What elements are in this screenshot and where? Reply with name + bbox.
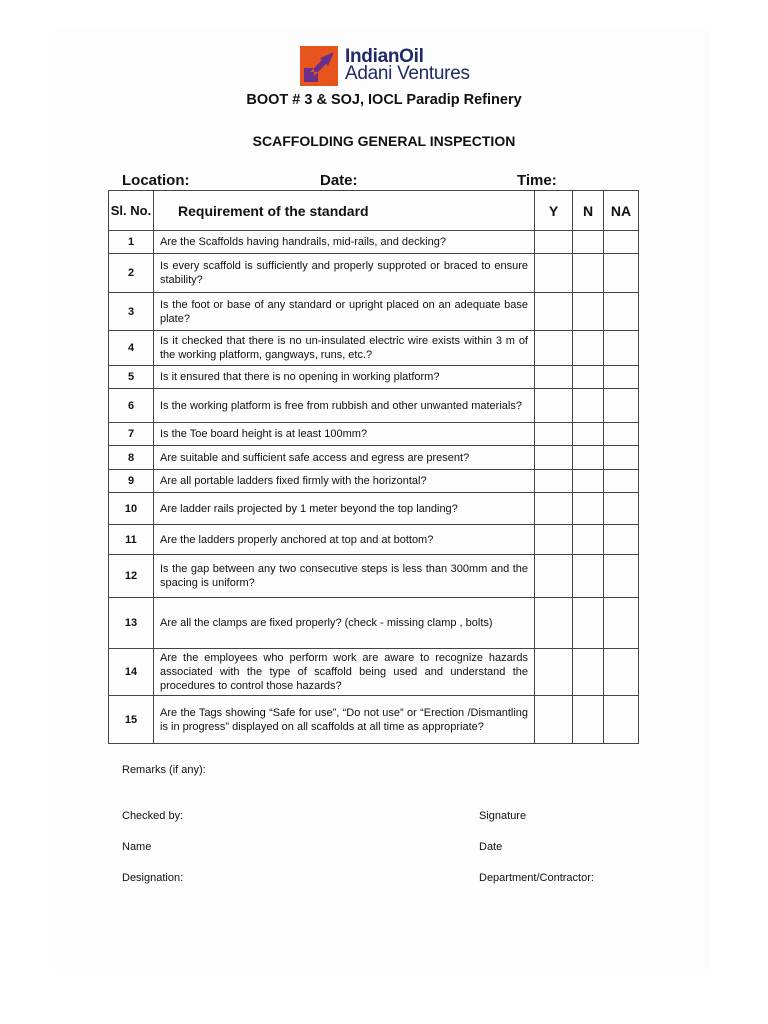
row-number: 5 bbox=[109, 366, 154, 389]
checkbox-cell-y[interactable] bbox=[535, 293, 573, 331]
remarks-label: Remarks (if any): bbox=[122, 764, 206, 776]
checkbox-cell-na[interactable] bbox=[604, 649, 639, 696]
checkbox-cell-n[interactable] bbox=[573, 389, 604, 423]
requirement-text: Are ladder rails projected by 1 meter beyond the top landing? bbox=[154, 493, 535, 525]
row-number: 15 bbox=[109, 696, 154, 744]
checkbox-cell-y[interactable] bbox=[535, 389, 573, 423]
table-row bbox=[109, 493, 639, 525]
checkbox-cell-y[interactable] bbox=[535, 254, 573, 293]
requirement-text: Is every scaffold is sufficiently and properly supproted or braced to ensure stability? bbox=[154, 254, 535, 293]
table-row bbox=[109, 366, 639, 389]
checkbox-cell-n[interactable] bbox=[573, 446, 604, 470]
table-row bbox=[109, 254, 639, 293]
checkbox-cell-y[interactable] bbox=[535, 231, 573, 254]
department-label: Department/Contractor: bbox=[479, 872, 594, 884]
table-row bbox=[109, 231, 639, 254]
checkbox-cell-y[interactable] bbox=[535, 493, 573, 525]
checkbox-cell-n[interactable] bbox=[573, 331, 604, 366]
table-row bbox=[109, 446, 639, 470]
company-logo bbox=[300, 46, 490, 90]
date-label: Date: bbox=[320, 172, 358, 189]
row-number: 12 bbox=[109, 555, 154, 598]
column-header-y: Y bbox=[535, 191, 573, 231]
row-number: 7 bbox=[109, 423, 154, 446]
checkbox-cell-n[interactable] bbox=[573, 470, 604, 493]
checkbox-cell-n[interactable] bbox=[573, 649, 604, 696]
row-number: 1 bbox=[109, 231, 154, 254]
requirement-text: Are suitable and sufficient safe access and egress are present? bbox=[154, 446, 535, 470]
table-row bbox=[109, 389, 639, 423]
checkbox-cell-y[interactable] bbox=[535, 366, 573, 389]
logo-mark-icon bbox=[300, 46, 338, 86]
checkbox-cell-na[interactable] bbox=[604, 446, 639, 470]
column-header-requirement: Requirement of the standard bbox=[154, 191, 535, 231]
requirement-text: Are the Tags showing “Safe for use”, “Do not use” or “Erection /Dismantling is in progress” displayed on all scaffolds at all time as appropriate? bbox=[154, 696, 535, 744]
row-number: 4 bbox=[109, 331, 154, 366]
checkbox-cell-n[interactable] bbox=[573, 598, 604, 649]
checked-by-label: Checked by: bbox=[122, 810, 184, 822]
checkbox-cell-n[interactable] bbox=[573, 254, 604, 293]
requirement-text: Are all the clamps are fixed properly? (check - missing clamp , bolts) bbox=[154, 598, 535, 649]
column-header-sl-no: Sl. No. bbox=[109, 191, 154, 231]
checkbox-cell-na[interactable] bbox=[604, 525, 639, 555]
requirement-text: Is the gap between any two consecutive steps is less than 300mm and the spacing is uniform? bbox=[154, 555, 535, 598]
checkbox-cell-n[interactable] bbox=[573, 423, 604, 446]
checkbox-cell-na[interactable] bbox=[604, 254, 639, 293]
time-label: Time: bbox=[517, 172, 557, 189]
table-row bbox=[109, 598, 639, 649]
checkbox-cell-n[interactable] bbox=[573, 231, 604, 254]
row-number: 2 bbox=[109, 254, 154, 293]
table-row bbox=[109, 470, 639, 493]
requirement-text: Is the working platform is free from rubbish and other unwanted materials? bbox=[154, 389, 535, 423]
logo-text-line1: IndianOil bbox=[345, 46, 424, 67]
table-row bbox=[109, 331, 639, 366]
checkbox-cell-na[interactable] bbox=[604, 331, 639, 366]
requirement-text: Is the Toe board height is at least 100mm? bbox=[154, 423, 535, 446]
checkbox-cell-na[interactable] bbox=[604, 555, 639, 598]
checkbox-cell-y[interactable] bbox=[535, 446, 573, 470]
signature-label: Signature bbox=[479, 810, 527, 822]
checkbox-cell-y[interactable] bbox=[535, 331, 573, 366]
checkbox-cell-na[interactable] bbox=[604, 598, 639, 649]
name-label: Name bbox=[122, 841, 152, 853]
table-row bbox=[109, 525, 639, 555]
inspection-table bbox=[108, 190, 639, 744]
checkbox-cell-y[interactable] bbox=[535, 555, 573, 598]
checkbox-cell-n[interactable] bbox=[573, 525, 604, 555]
checkbox-cell-n[interactable] bbox=[573, 493, 604, 525]
checkbox-cell-y[interactable] bbox=[535, 598, 573, 649]
table-row bbox=[109, 649, 639, 696]
checkbox-cell-na[interactable] bbox=[604, 231, 639, 254]
checkbox-cell-na[interactable] bbox=[604, 423, 639, 446]
checkbox-cell-y[interactable] bbox=[535, 470, 573, 493]
requirement-text: Are the Scaffolds having handrails, mid-rails, and decking? bbox=[154, 231, 535, 254]
column-header-na: NA bbox=[604, 191, 639, 231]
column-header-n: N bbox=[573, 191, 604, 231]
checkbox-cell-n[interactable] bbox=[573, 555, 604, 598]
row-number: 3 bbox=[109, 293, 154, 331]
logo-text-line2: Adani Ventures bbox=[345, 63, 470, 84]
checkbox-cell-n[interactable] bbox=[573, 366, 604, 389]
row-number: 11 bbox=[109, 525, 154, 555]
requirement-text: Is it checked that there is no un-insulated electric wire exists within 3 m of the working platform, gangways, runs, etc.? bbox=[154, 331, 535, 366]
location-label: Location: bbox=[122, 172, 190, 189]
table-header-row bbox=[109, 191, 639, 231]
checkbox-cell-y[interactable] bbox=[535, 525, 573, 555]
checkbox-cell-na[interactable] bbox=[604, 470, 639, 493]
checkbox-cell-na[interactable] bbox=[604, 366, 639, 389]
row-number: 6 bbox=[109, 389, 154, 423]
table-row bbox=[109, 696, 639, 744]
checkbox-cell-n[interactable] bbox=[573, 293, 604, 331]
row-number: 13 bbox=[109, 598, 154, 649]
requirement-text: Is the foot or base of any standard or upright placed on an adequate base plate? bbox=[154, 293, 535, 331]
table-row bbox=[109, 293, 639, 331]
requirement-text: Are the ladders properly anchored at top and at bottom? bbox=[154, 525, 535, 555]
project-title: BOOT # 3 & SOJ, IOCL Paradip Refinery bbox=[246, 92, 522, 108]
checkbox-cell-y[interactable] bbox=[535, 649, 573, 696]
date-field-label: Date bbox=[479, 841, 503, 853]
requirement-text: Is it ensured that there is no opening in working platform? bbox=[154, 366, 535, 389]
row-number: 14 bbox=[109, 649, 154, 696]
table-row bbox=[109, 555, 639, 598]
designation-label: Designation: bbox=[122, 872, 184, 884]
checkbox-cell-y[interactable] bbox=[535, 696, 573, 744]
checkbox-cell-y[interactable] bbox=[535, 423, 573, 446]
checkbox-cell-na[interactable] bbox=[604, 389, 639, 423]
requirement-text: Are all portable ladders fixed firmly with the horizontal? bbox=[154, 470, 535, 493]
form-title: SCAFFOLDING GENERAL INSPECTION bbox=[252, 133, 516, 149]
checkbox-cell-na[interactable] bbox=[604, 293, 639, 331]
row-number: 8 bbox=[109, 446, 154, 470]
requirement-text: Are the employees who perform work are aware to recognize hazards associated with the type of scaffold being used and understand the procedures to control those hazards? bbox=[154, 649, 535, 696]
checkbox-cell-na[interactable] bbox=[604, 493, 639, 525]
checkbox-cell-na[interactable] bbox=[604, 696, 639, 744]
row-number: 10 bbox=[109, 493, 154, 525]
table-row bbox=[109, 423, 639, 446]
checkbox-cell-n[interactable] bbox=[573, 696, 604, 744]
row-number: 9 bbox=[109, 470, 154, 493]
